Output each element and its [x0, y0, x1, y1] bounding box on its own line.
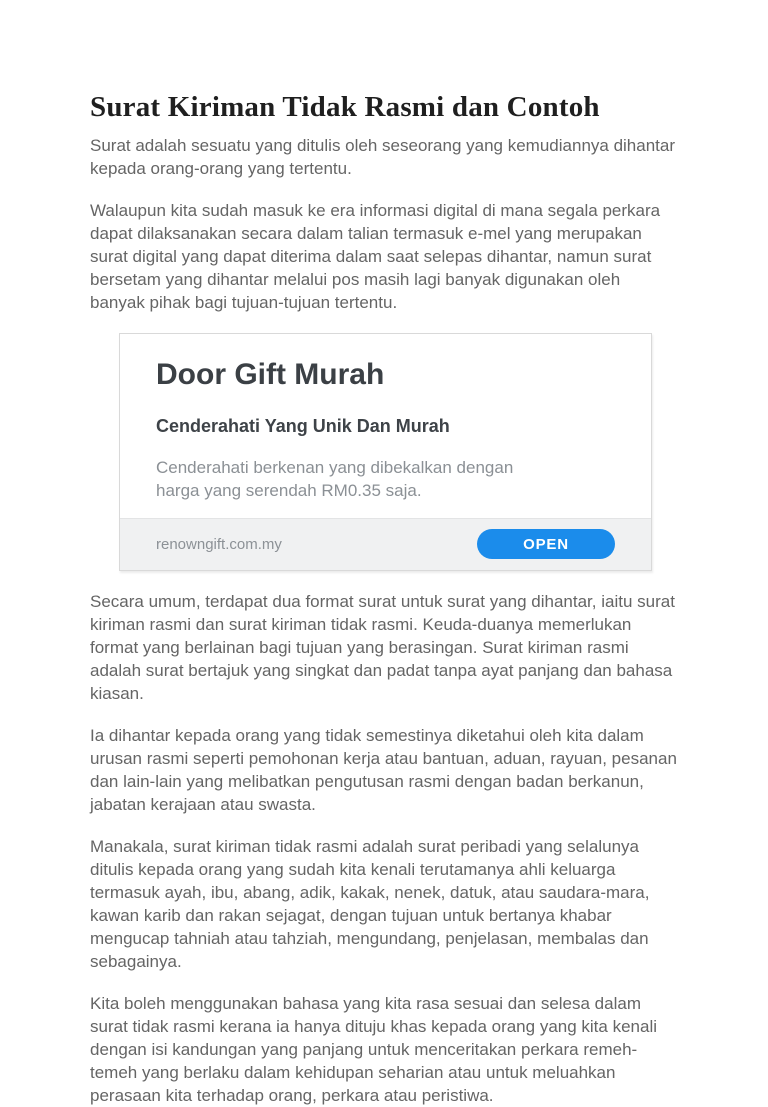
- intro-paragraph-1: Surat adalah sesuatu yang ditulis oleh seseorang yang kemudiannya dihantar kepada orang-orang yang tertentu.: [90, 135, 676, 178]
- body-paragraph-3: Manakala, surat kiriman tidak rasmi adalah surat peribadi yang selalunya ditulis kepada orang yang sudah kita kenali terutamanya ahli keluarga termasuk ayah, ibu, abang, adik, kakak, nenek, datuk, atau saudara-mara, kawan karib dan rakan sejagat, dengan tujuan untuk bertanya khabar mengucap tahniah atau tahziah, mengundang, penjelasan, membalas dan sebagainya.: [90, 836, 650, 971]
- intro-paragraph-2: Walaupun kita sudah masuk ke era informasi digital di mana segala perkara dapat dilaksanakan secara dalam talian termasuk e-mel yang merupakan surat digital yang dapat diterima dalam saat selepas dihantar, namun surat bersetam yang dihantar melalui pos masih lagi banyak digunakan oleh banyak pihak bagi tujuan-tujuan tertentu.: [90, 200, 661, 312]
- ad-open-button[interactable]: OPEN: [477, 529, 615, 559]
- ad-subheadline[interactable]: Cenderahati Yang Unik Dan Murah: [156, 415, 450, 436]
- body-paragraph-1: Secara umum, terdapat dua format surat untuk surat yang dihantar, iaitu surat kiriman rasmi dan surat kiriman tidak rasmi. Keuda-duanya memerlukan format yang berlainan bagi tujuan yang berasingan. Surat kiriman rasmi adalah surat bertajuk yang singkat dan padat tanpa ayat panjang dan bahasa kiasan.: [90, 591, 675, 703]
- body-paragraph-4: Kita boleh menggunakan bahasa yang kita rasa sesuai dan selesa dalam surat tidak rasmi kerana ia hanya dituju khas kepada orang yang kita kenali dengan isi kandungan yang panjang untuk menceritakan perkara remeh-temeh yang berlaku dalam kehidupan seharian atau untuk meluahkan perasaan kita terhadap orang, perkara atau peristiwa.: [90, 993, 658, 1105]
- ad-card: [119, 333, 652, 571]
- body-paragraph-2: Ia dihantar kepada orang yang tidak semestinya diketahui oleh kita dalam urusan rasmi seperti pemohonan kerja atau bantuan, aduan, rayuan, pesanan dan lain-lain yang melibatkan pengutusan rasmi dengan badan berkanun, jabatan kerajaan atau swasta.: [90, 725, 677, 814]
- ad-domain-link[interactable]: renowngift.com.my: [156, 535, 282, 553]
- ad-description: Cenderahati berkenan yang dibekalkan dengan harga yang serendah RM0.35 saja.: [156, 457, 514, 500]
- ad-headline[interactable]: Door Gift Murah: [156, 357, 385, 391]
- ad-card-body: [120, 334, 651, 518]
- page-title: Surat Kiriman Tidak Rasmi dan Contoh: [90, 91, 600, 123]
- ad-footer: [120, 518, 651, 570]
